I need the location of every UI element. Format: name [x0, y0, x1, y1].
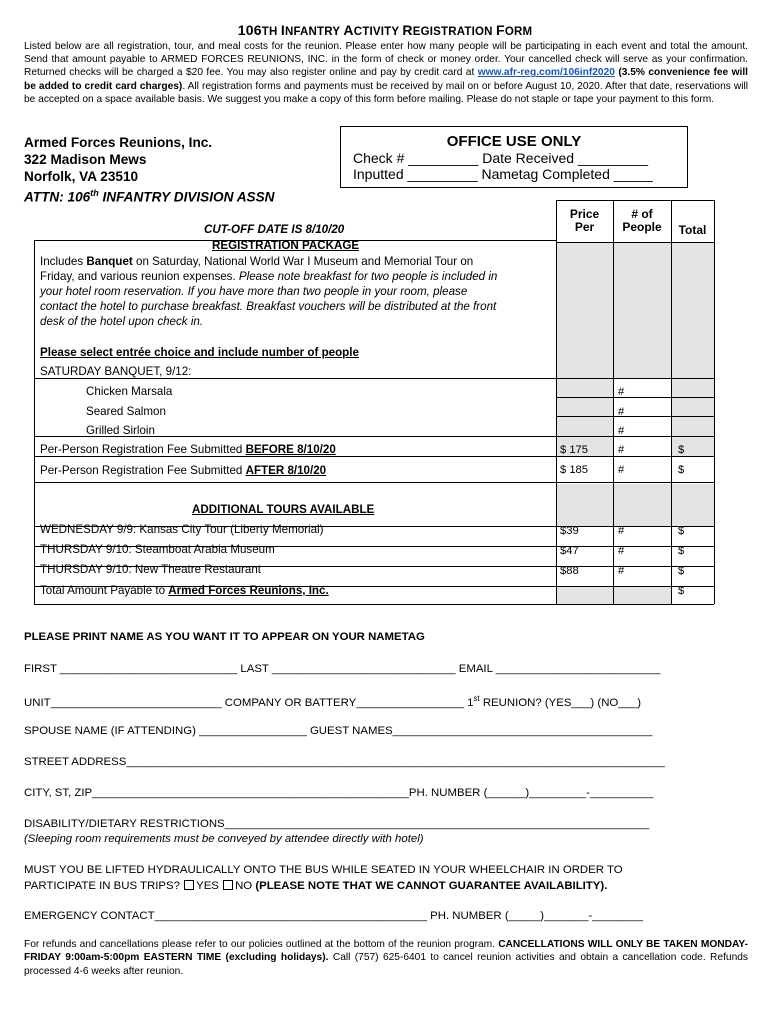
fee-after-count[interactable]: # [618, 464, 625, 476]
nametag-heading: PLEASE PRINT NAME AS YOU WANT IT TO APPEAR ON YOUR NAMETAG [24, 631, 425, 643]
tour-theatre: THURSDAY 9/10: New Theatre Restaurant [40, 563, 262, 576]
intro-paragraph: Listed below are all registration, tour, and meal costs for the reunion. Please enter how many people will be participating in each event and total the amount. Send that amount payable to ARMED FORCES REUNIONS, INC. in the form of check or money order. Your cancelled check will serve as your confirmation. Returned checks will be charged a $20 fee. You may also register online and pay by credit card at www.afr-reg.com/106inf2020 (3.5% convenience fee will be added to credit card charges). All registration forms and payments must be received by mail on or before August 10, 2020. After that date, reservations will be accepted on a space available basis. We suggest you make a copy of this form before mailing. Please do not staple or tape your payment to this form. [24, 41, 748, 105]
package-note-3: desk of the hotel upon check in. [40, 315, 204, 328]
name-fields-line[interactable]: FIRST ____________________________ LAST _____________________________ EMAIL __________________________ [24, 663, 661, 675]
unit-fields-line[interactable]: UNIT___________________________ COMPANY OR BATTERY_________________ 1st REUNION? (YES___) (NO___) [24, 694, 642, 709]
lift-question-line-2: PARTICIPATE IN BUS TRIPS? YES NO (PLEASE NOTE THAT WE CANNOT GUARANTEE AVAILABILITY). [24, 880, 608, 892]
entree-sirloin: Grilled Sirloin [86, 424, 155, 437]
office-line-1: Check # _________ Date Received _________ [353, 150, 649, 166]
tour-kansas-city-count[interactable]: # [618, 525, 625, 537]
col-price-header: Price Per [569, 207, 600, 234]
city-phone-line[interactable]: CITY, ST, ZIP__________________________________________________PH. NUMBER (______)_________-__________ [24, 787, 654, 799]
tour-theatre-price: $88 [560, 565, 579, 577]
fee-after-total[interactable]: $ [678, 464, 685, 476]
tour-theatre-count[interactable]: # [618, 565, 625, 577]
fee-after-row: Per-Person Registration Fee Submitted AFTER 8/10/20 [40, 464, 327, 477]
disability-line[interactable]: DISABILITY/DIETARY RESTRICTIONS___________________________________________________________________ [24, 818, 650, 830]
lift-question-line-1: MUST YOU BE LIFTED HYDRAULICALLY ONTO THE BUS WHILE SEATED IN YOUR WHEELCHAIR IN ORDER TO [24, 864, 623, 876]
salmon-count[interactable]: # [618, 406, 625, 418]
address-line-2: 322 Madison Mews [24, 152, 147, 167]
fee-before-row: Per-Person Registration Fee Submitted BEFORE 8/10/20 [40, 443, 336, 456]
sirloin-count[interactable]: # [618, 425, 625, 437]
tour-theatre-total[interactable]: $ [678, 565, 685, 577]
chicken-count[interactable]: # [618, 386, 625, 398]
shade-tours-header [556, 484, 714, 526]
lift-yes-checkbox[interactable] [184, 880, 194, 890]
cutoff-date: CUT-OFF DATE IS 8/10/20 [204, 223, 345, 236]
fee-after-price: $ 185 [560, 464, 588, 476]
street-address-line[interactable]: STREET ADDRESS_____________________________________________________________________________________ [24, 756, 665, 768]
fee-before-count[interactable]: # [618, 444, 625, 456]
entree-instruction: Please select entrée choice and include number of people [40, 346, 359, 359]
office-use-heading: OFFICE USE ONLY [446, 133, 582, 150]
registration-table [34, 200, 749, 604]
entree-chicken: Chicken Marsala [86, 385, 173, 398]
package-note-1: your hotel room reservation. If you have more than two people in your room, please [40, 285, 468, 298]
package-description: Includes Banquet on Saturday, National World War I Museum and Memorial Tour on [40, 255, 474, 268]
tour-kansas-city-price: $39 [560, 525, 579, 537]
emergency-contact-line[interactable]: EMERGENCY CONTACT___________________________________________ PH. NUMBER (_____)_______-________ [24, 910, 643, 922]
package-description-2: Friday, and various reunion expenses. Please note breakfast for two people is included in [40, 270, 498, 283]
address-line-3: Norfolk, VA 23510 [24, 169, 139, 184]
col-people-header: # of People [622, 207, 662, 234]
tour-steamboat-total[interactable]: $ [678, 545, 685, 557]
tour-kansas-city-total[interactable]: $ [678, 525, 685, 537]
package-note-2: contact the hotel to purchase breakfast. Breakfast vouchers will be distributed at the front [40, 300, 497, 313]
tour-kansas-city: WEDNESDAY 9/9: Kansas City Tour (Liberty Memorial) [40, 523, 324, 536]
registration-link[interactable]: www.afr-reg.com/106inf2020 [477, 67, 615, 79]
additional-tours-heading: ADDITIONAL TOURS AVAILABLE [192, 503, 375, 516]
entree-salmon: Seared Salmon [86, 405, 166, 418]
fee-before-price: $ 175 [560, 444, 588, 456]
office-line-2: Inputted _________ Nametag Completed _____ [353, 166, 653, 182]
registration-package-heading: REGISTRATION PACKAGE [212, 239, 360, 252]
tour-steamboat: THURSDAY 9/10: Steamboat Arabia Museum [40, 543, 275, 556]
total-payable-row: Total Amount Payable to Armed Forces Reunions, Inc. [40, 584, 329, 597]
form-title: 106TH INFANTRY ACTIVITY REGISTRATION FORM [237, 22, 533, 38]
tour-steamboat-price: $47 [560, 545, 579, 557]
shade-package [556, 242, 714, 378]
col-total-header: Total [678, 223, 707, 237]
tour-steamboat-count[interactable]: # [618, 545, 625, 557]
lift-no-checkbox[interactable] [223, 880, 233, 890]
disability-note: (Sleeping room requirements must be conveyed by attendee directly with hotel) [24, 833, 424, 845]
saturday-banquet-label: SATURDAY BANQUET, 9/12: [40, 365, 192, 378]
fee-before-total[interactable]: $ [678, 444, 685, 456]
office-use-box [340, 126, 688, 188]
address-attn: ATTN: 106th INFANTRY DIVISION ASSN [24, 188, 275, 205]
mailing-address [24, 134, 274, 206]
spouse-guest-line[interactable]: SPOUSE NAME (IF ATTENDING) _________________ GUEST NAMES_________________________________________ [24, 725, 653, 737]
refund-policy: For refunds and cancellations please refer to our policies outlined at the bottom of the reunion program. CANCELLATIONS WILL ONLY BE TAKEN MONDAY-FRIDAY 9:00am-5:00pm EASTERN TIME (excluding holidays). Call (757) 625-6401 to cancel reunion activities and obtain a cancellation code. Refunds processed 4-6 weeks after reunion. [24, 939, 749, 977]
address-line-1: Armed Forces Reunions, Inc. [24, 135, 213, 150]
grand-total[interactable]: $ [678, 585, 685, 597]
